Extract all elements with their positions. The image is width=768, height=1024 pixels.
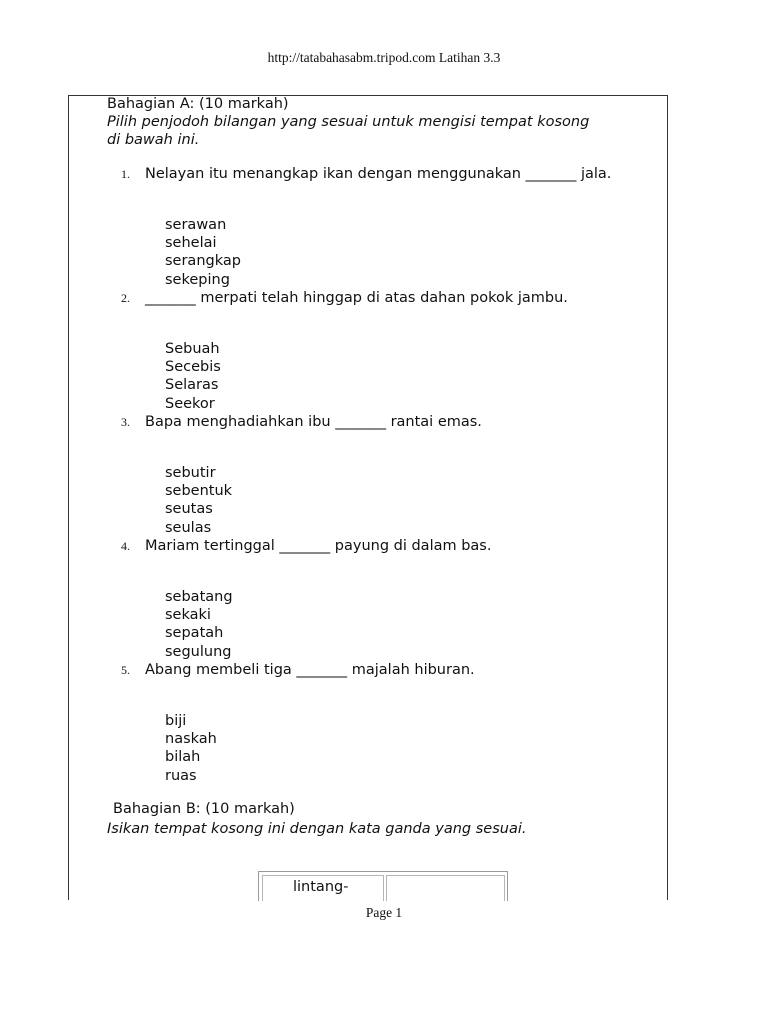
table-cell-answer[interactable]: [386, 875, 505, 901]
option-item: seulas: [165, 519, 212, 536]
question-5-options: [165, 712, 217, 785]
question-number: 5.: [121, 663, 130, 677]
section-a-instruction-line2: di bawah ini.: [107, 132, 200, 148]
question-number: 4.: [121, 539, 130, 553]
section-a-title: Bahagian A: (10 markah): [107, 96, 289, 112]
option-item: naskah: [165, 731, 217, 748]
option-item: Selaras: [165, 377, 219, 394]
option-item: sehelai: [165, 235, 217, 252]
question-text: Mariam tertinggal _______ payung di dalam bas.: [145, 538, 492, 554]
question-3-options: [165, 464, 232, 537]
question-2-options: [165, 340, 221, 413]
worksheet-frame: [68, 95, 668, 900]
question-text: _______ merpati telah hinggap di atas dahan pokok jambu.: [145, 290, 568, 306]
option-item: ruas: [165, 767, 197, 784]
option-item: sekaki: [165, 607, 211, 624]
section-a-instruction-line1: Pilih penjodoh bilangan yang sesuai untuk mengisi tempat kosong: [107, 114, 590, 130]
option-item: serangkap: [165, 253, 241, 270]
question-number: 2.: [121, 291, 130, 305]
option-item: bilah: [165, 749, 201, 766]
question-text: Bapa menghadiahkan ibu _______ rantai emas.: [145, 414, 482, 430]
option-item: sepatah: [165, 625, 224, 642]
option-item: segulung: [165, 643, 232, 660]
question-number: 3.: [121, 415, 130, 429]
option-item: seutas: [165, 501, 213, 518]
question-4-options: [165, 588, 233, 661]
option-item: serawan: [165, 217, 227, 233]
option-item: biji: [165, 713, 187, 729]
option-item: Secebis: [165, 359, 221, 376]
question-number: 1.: [121, 167, 130, 181]
section-b-title: Bahagian B: (10 markah): [113, 801, 295, 817]
section-b-instruction: Isikan tempat kosong ini dengan kata ganda yang sesuai.: [107, 821, 527, 837]
header-url: http://tatabahasabm.tripod.com Latihan 3.3: [267, 50, 501, 65]
question-text: Nelayan itu menangkap ikan dengan menggunakan _______ jala.: [145, 166, 612, 182]
option-item: sekeping: [165, 271, 230, 288]
question-1-options: [165, 216, 241, 289]
page-number: Page 1: [365, 905, 403, 920]
option-item: Sebuah: [165, 341, 220, 357]
option-item: Seekor: [165, 395, 215, 412]
option-item: sebatang: [165, 589, 233, 605]
question-text: Abang membeli tiga _______ majalah hiburan.: [145, 662, 475, 678]
option-item: sebentuk: [165, 483, 233, 500]
kata-ganda-table: [258, 871, 508, 901]
option-item: sebutir: [165, 465, 216, 481]
table-cell-word: lintang-: [262, 875, 384, 901]
